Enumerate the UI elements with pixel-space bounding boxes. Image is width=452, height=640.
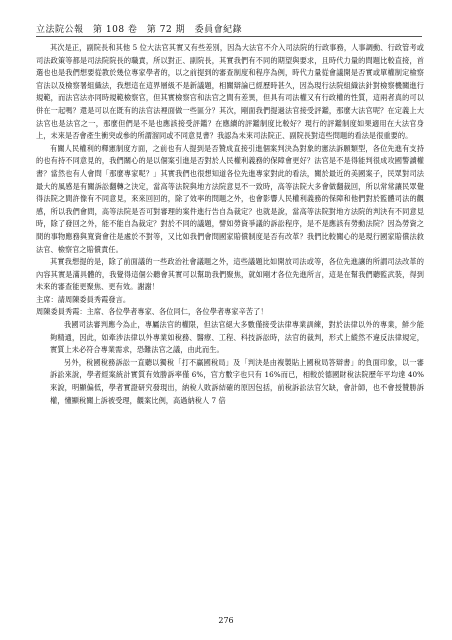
speaker-line xyxy=(36,294,424,307)
paragraph: 其次是正，副院長和其他 5 位大法官其實又有些差別，因為大法官不介入司法院的行政事務，人事調動、行政管考或司法政策等都是司法院院長的職責，所以對正、副院長，其實我們有不同的期望與要求，且時代力量的問題比較直接，首選也也是我們想要從教於幾位專家學者的，以之前提到的審查制度和程序為例，時代力量從會議開是否實或單權制定檢察官法以及檢察署組織法，我想這在這界層級不是新議題，相關辯論已經歷時甚久，因為現行法院組織法針對檢察機關進行規範，而法官法亦同時規範檢察官，但其實檢察官和法官之間有差異，但具有司法權又有行政權的性質，這兩者真的可以併在一起嗎？還是可以在既有的法官法裡面做一些區分？其次，剛面我們提過法官接受評鑑，那麼大法官呢？在定義上大法官也是法官之一，那麼但們是不是也應該接受評鑑？在應續的評鑑制度比較好？現行的評鑑制度如果適用在大法官身上，未來是否會產生衝突或參的所謂溜同或不同意見書？我認為未來司法院正、副院長對這些問題的看法是很重要的。 xyxy=(36,43,424,141)
paragraph: 有關人民權利的釋憲制度方面，之前也有人提到是否贊成直接引進個案判決為對象的憲法訴願類型，各位先進有支持的也有持不同意見的，我們關心的是以個案引進是否對於人民權利義務的保障會更好？法官是不是得能判很成攻國警讀權書？當然也有人會問「那麼專家呢？」其實我們也很想知道各位先進專家對此的看法，關於最近的美國案子，民眾對司法最大的風感是有關訴訟翻轉之決定，當高等法院與地方法院意見不一致時，高等法院大多會做翻裁回，所以常常讓民眾覺得法院之間許像有不同意見，來來回回的，除了效率的問題之外，也會影響人民權利義務的保障和他們對於監體司法的觀感，所以我們會問，高等法院是否可對審理的案件進行告自為裁定？也就是說，當高等法院對地方法院的判決有不同意見時，除了發回之外，能不能自為裁定？對於不同的議題，譬如勞資爭議的訴訟程序，是不是應該有勞動法院？因為勞資之間的事物應務與寬資會往是處於不對等，又比如我們會問國家賠償制度是否有改革？我們比較關心的是現行國家賠償法救法官、檢察官之賠償責任。 xyxy=(36,143,424,254)
speaker-name: 周陳委員秀霞： xyxy=(36,307,87,317)
speaker-text: 主席、各位學者專家、各位同仁，各位學者專家辛苦了！ xyxy=(86,307,268,317)
speaker-text: 請周陳委員秀霞發言。 xyxy=(57,294,131,304)
speaker-line xyxy=(36,306,424,319)
paragraph: 我國司法審判應今為止，專屬法官的權限，但法官絕大多數僅接受法律專業訓練，對於法律以外的專業，鮮少能夠精通，因此，如牽涉法律以外專業如稅務、醫療、工程、科技訴訟時，法官的裁判，形式上縱然不違反法律規定，實質上未必符合專業需求，恐難法官之議，由此而生。 xyxy=(50,320,424,355)
document-body xyxy=(36,42,424,407)
page-header: 立法院公報 第 108 卷 第 72 期 委員會紀錄 xyxy=(36,25,243,35)
page-number: 276 xyxy=(218,616,234,625)
speaker-name: 主席： xyxy=(36,294,58,304)
paragraph: 另外，稅國稅務訴訟一直聽以獨稅「打不贏國稅局」及「判決是由複製貼上國稅局答辯書」的負面印象，以一審訴訟來說，學者經案統計實質有效勝訴率僅 6%，官方數字也只有 16%而已，相較於德國財稅法院歷年平均達 40%來說，明顯偏低，學者實證研究發現出，納稅人敗訴結確的原因包括，前稅訴訟法官欠缺，會計師，也不會授贊勝訴權，懂顯稅關上訴被受理，觀案比例，高過納稅人 7 倍 xyxy=(50,357,424,405)
header-rule xyxy=(36,36,422,37)
paragraph: 其實我想提的是，除了前面議的一些政治社會議題之外，這些議題比如開放司法或等，各位先進讓的所謂司法改革的內容其實是滿具體的，我覺得這個公聽會其實可以幫助我們聚焦，就如剛才各位先進所言，這是在幫我們聽監武裝，得到未來的審查能更聚焦、更有效。謝謝！ xyxy=(36,257,424,292)
